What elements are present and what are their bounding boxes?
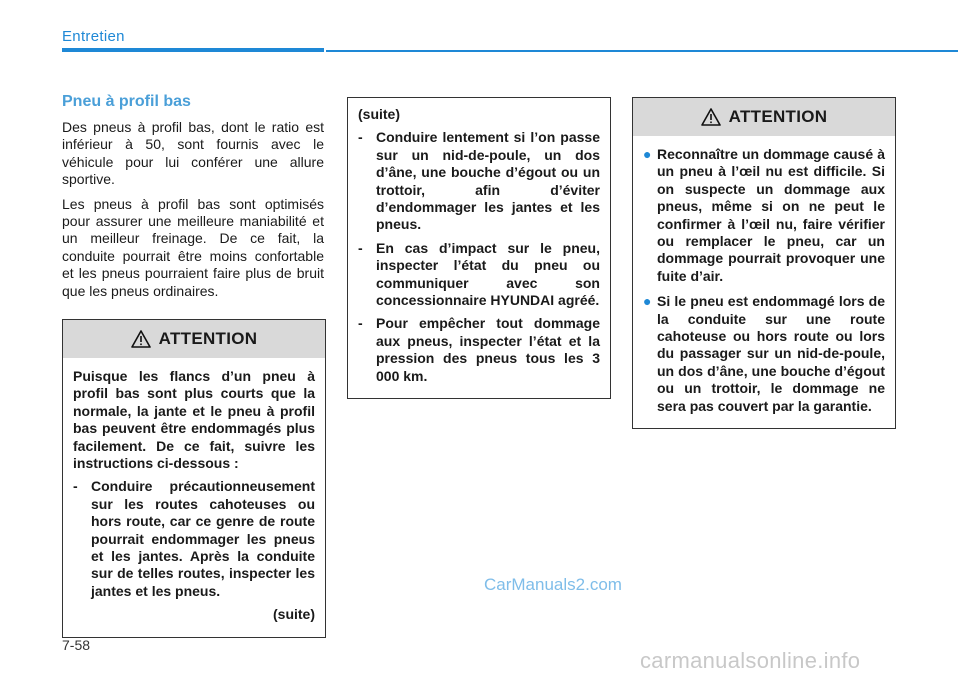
continued-heading: (suite) <box>358 106 400 122</box>
intro-section <box>62 93 324 307</box>
watermark-site: CarManuals2.com <box>484 575 622 594</box>
attention2-item-2: Si le pneu est endommagé lors de la conduite sur une route cahoteuse ou hors route ou lors du passager sur un nid-de-poule, un dos d’âne, une bouche d’égout ou un trottoir, le dommage ne sera pas couvert par la garantie. <box>657 293 885 414</box>
attention-title-1: ATTENTION <box>158 329 258 349</box>
header-rule-thin <box>326 50 958 52</box>
attention-header-1 <box>63 320 325 358</box>
continued-item-1: Conduire lentement si l’on passe sur un nid-de-poule, un dos d’âne, une bouche d’égout ou un trottoir, afin d’éviter d’endommager les jantes et les pneus. <box>376 129 600 233</box>
attention-continued-box <box>347 97 611 399</box>
header-rule-thick <box>62 48 324 52</box>
attention2-item-1: Reconnaître un dommage causé à un pneu à l’œil nu est difficile. Si on suspecte un dommage aux pneus, même si on ne peut le confirmer à l’œil nu, faire vérifier ou remplacer le pneu, car un dommage pourrait provoquer une fuite d’air. <box>657 146 885 284</box>
attention-title-2: ATTENTION <box>728 107 828 127</box>
page-number: 7-58 <box>62 637 91 653</box>
attention1-item-1: Conduire précautionneusement sur les routes cahoteuses ou hors route, car ce genre de route pourrait endommager les pneus et les jantes. Après la conduite sur de telles routes, inspecter les jantes et les pneus. <box>91 478 315 599</box>
continued-item-2: En cas d’impact sur le pneu, inspecter l’état du pneu ou communiquer avec son concessionnaire HYUNDAI agréé. <box>376 239 600 309</box>
intro-paragraph-1: Des pneus à profil bas, dont le ratio est inférieur à 50, sont fournis avec le véhicule pour lui conférer une allure sportive. <box>62 119 324 188</box>
list-item: - En cas d’impact sur le pneu, inspecter l’état du pneu ou communiquer avec son concessionnaire HYUNDAI agréé. <box>358 239 600 309</box>
warning-icon <box>131 330 151 348</box>
list-item <box>643 146 885 285</box>
attention-header-2 <box>633 98 895 136</box>
intro-heading: Pneu à profil bas <box>62 93 191 110</box>
attention-lead-1: Puisque les flancs d’un pneu à profil bas sont plus courts que la normale, la jante et le pneu à profil bas peuvent être endommagés plus facilement. De ce fait, suivre les instructions ci-dessous : <box>73 368 315 472</box>
attention-box-1 <box>62 319 326 638</box>
list-item: - Conduire précautionneusement sur les routes cahoteuses ou hors route, car ce genre de route pourrait endommager les pneus et les jantes. Après la conduite sur de telles routes, inspecter les jantes et les pneus. <box>73 478 315 599</box>
bullet-icon: ● <box>643 293 652 310</box>
list-item: - Pour empêcher tout dommage aux pneus, inspecter l’état et la pression des pneus tous les 3 000 km. <box>358 315 600 384</box>
section-title: Entretien <box>62 28 125 45</box>
warning-icon <box>701 108 721 126</box>
watermark-bottom: carmanualsonline.info <box>640 648 861 673</box>
attention-box-2 <box>632 97 896 429</box>
bullet-icon: ● <box>643 146 652 162</box>
continued-label: (suite) <box>273 606 315 623</box>
intro-paragraph-2: Les pneus à profil bas sont optimisés pour assurer une meilleure maniabilité et un meilleur freinage. De ce fait, la conduite pourrait être moins confortable et les pneus pourraient faire plus de bruit que les pneus ordinaires. <box>62 195 324 299</box>
list-item: - Conduire lentement si l’on passe sur un nid-de-poule, un dos d’âne, une bouche d’égout ou un trottoir, afin d’éviter d’endommager les jantes et les pneus. <box>358 129 600 233</box>
list-item <box>643 293 885 415</box>
continued-item-3: Pour empêcher tout dommage aux pneus, inspecter l’état et la pression des pneus tous les 3 000 km. <box>376 315 600 384</box>
